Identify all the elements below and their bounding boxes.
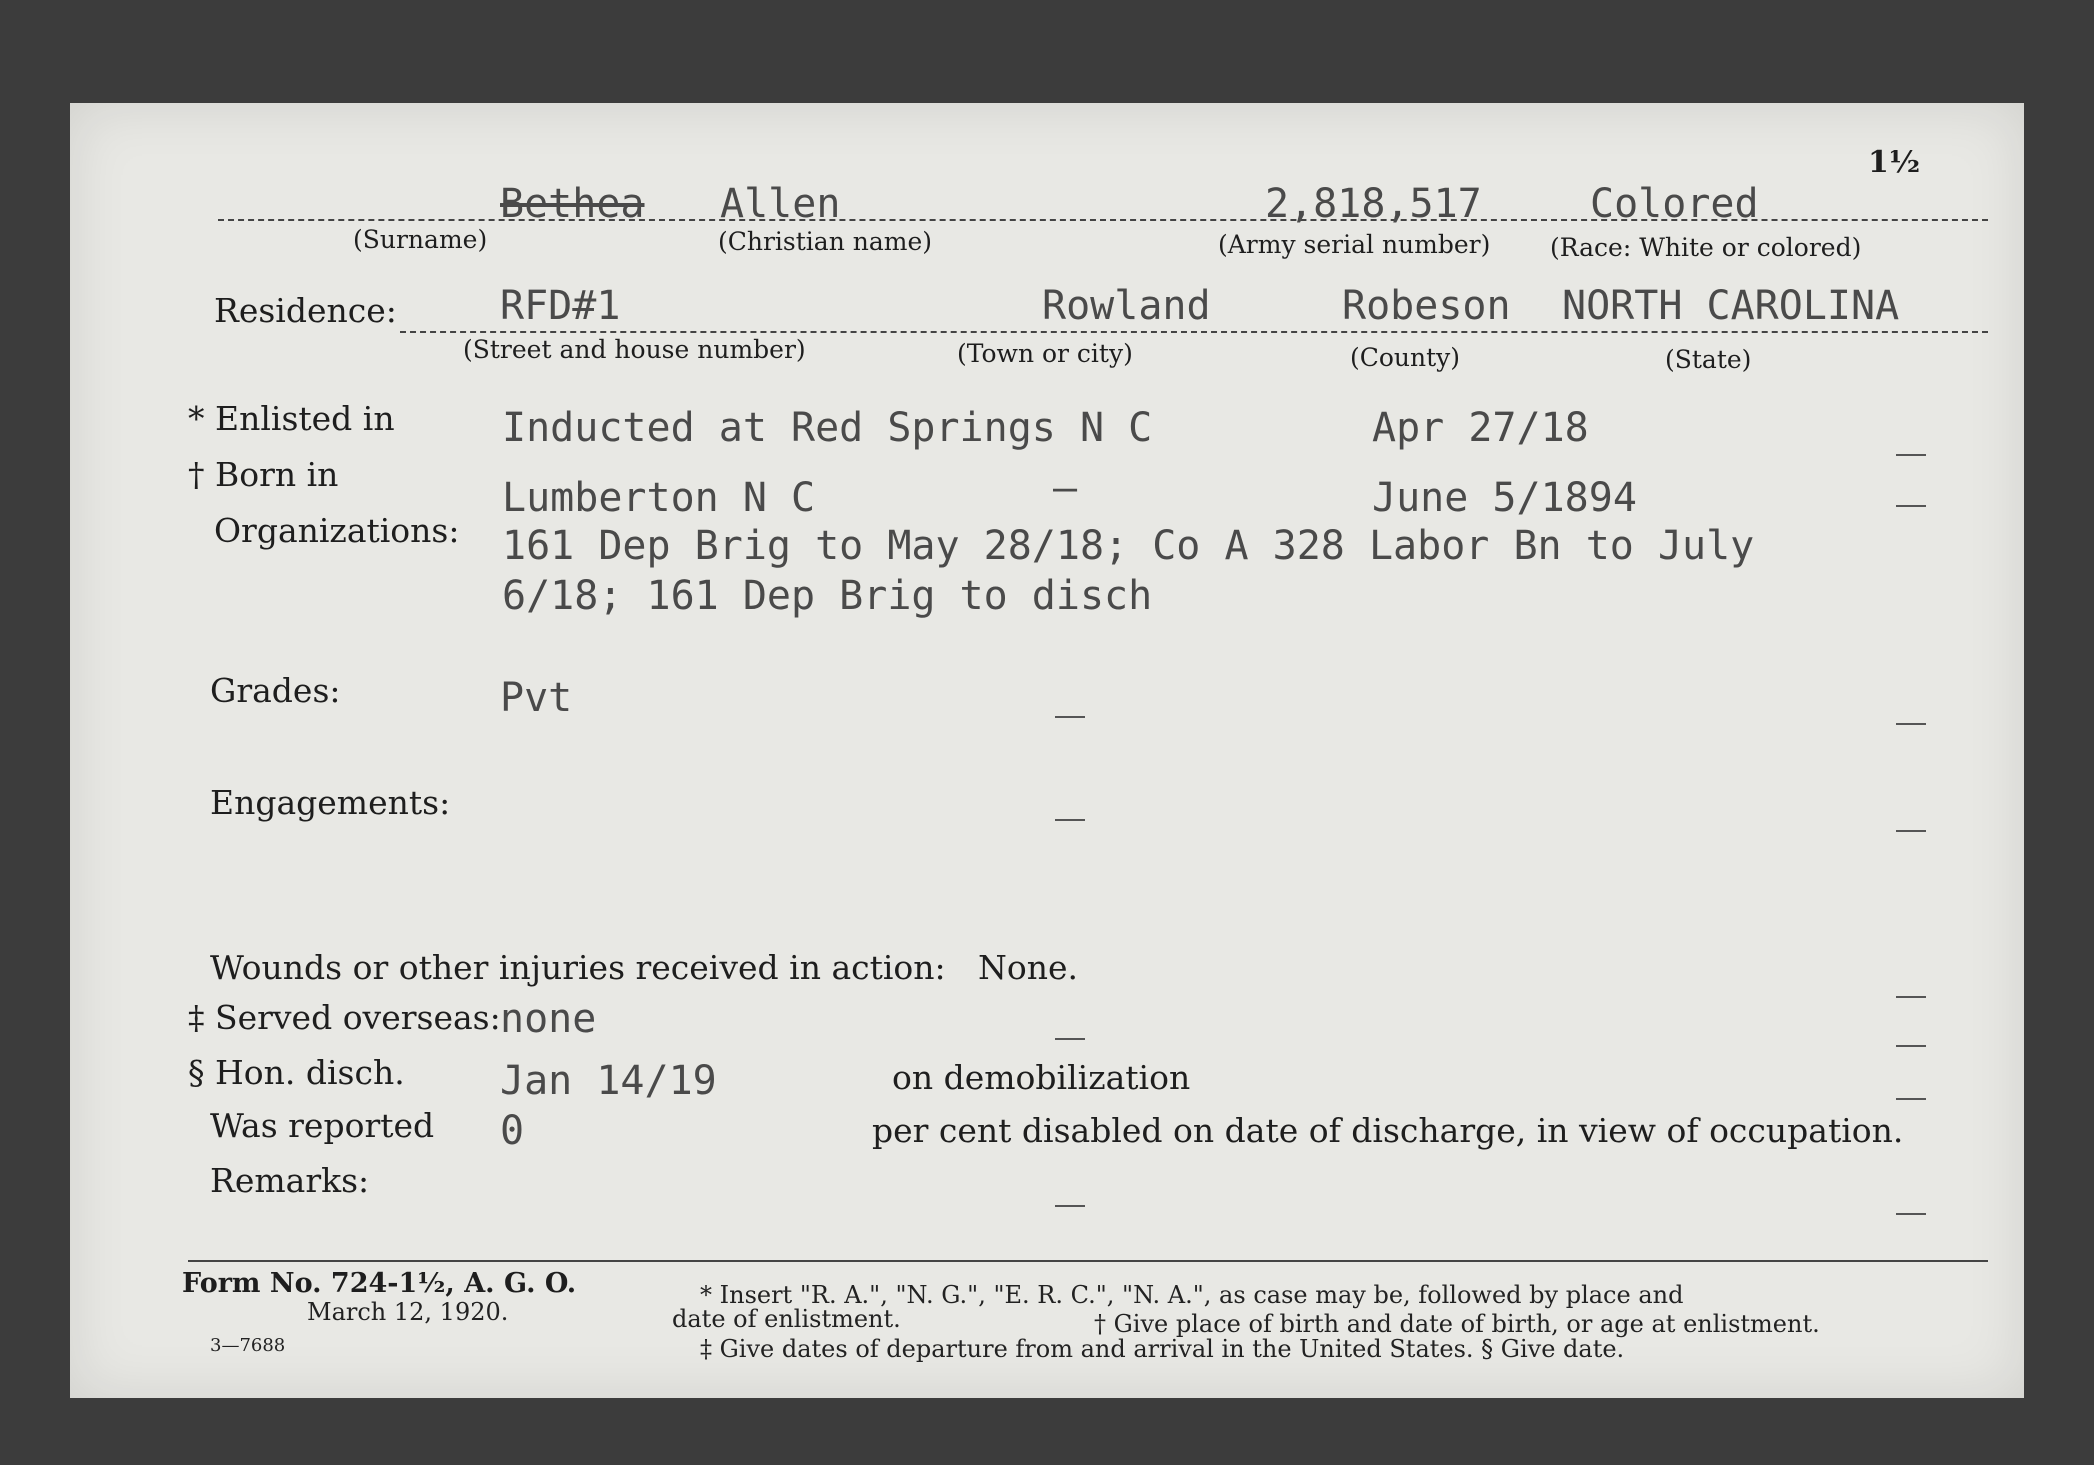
christian-name-value: Allen: [720, 181, 841, 227]
footer-rule: [188, 1260, 1988, 1262]
dash-mark: [1896, 1045, 1926, 1047]
organizations-line-2: 6/18; 161 Dep Brig to disch: [502, 573, 1153, 619]
footnote-born: † Give place of birth and date of birth, or age at enlistment.: [1094, 1310, 1820, 1338]
hon-disch-date: Jan 14/19: [500, 1058, 717, 1104]
remarks-label: Remarks:: [210, 1161, 370, 1200]
dash-mark: [1055, 716, 1085, 718]
was-reported-value: 0: [500, 1108, 525, 1154]
wounds-label: Wounds or other injuries received in action:: [210, 948, 946, 987]
dash-mark: [1055, 1038, 1085, 1040]
street-caption: (Street and house number): [463, 335, 806, 364]
dash-mark: [1055, 1205, 1085, 1207]
street-value: RFD#1: [500, 283, 621, 329]
disability-text: per cent disabled on date of discharge, in view of occupation.: [872, 1111, 1904, 1150]
dash-mark: [1055, 819, 1085, 821]
race-caption: (Race: White or colored): [1550, 233, 1862, 262]
enlisted-value: Inducted at Red Springs N C: [502, 405, 1153, 451]
dash-mark: [1896, 830, 1926, 832]
served-overseas-value: none: [500, 996, 597, 1042]
county-caption: (County): [1350, 343, 1461, 372]
born-label: † Born in: [188, 455, 339, 494]
born-date: June 5/1894: [1372, 475, 1637, 521]
state-caption: (State): [1665, 345, 1752, 374]
engagements-label: Engagements:: [210, 783, 451, 822]
dash-mark: [1896, 1213, 1926, 1215]
hon-disch-label: § Hon. disch.: [188, 1053, 405, 1092]
surname-value: Bethea: [500, 181, 645, 227]
surname-caption: (Surname): [353, 225, 488, 254]
christian-name-caption: (Christian name): [718, 227, 933, 256]
born-value: Lumberton N C: [502, 475, 816, 521]
organizations-label: Organizations:: [214, 511, 460, 550]
dash-mark: [1896, 996, 1926, 998]
footnote-overseas: ‡ Give dates of departure from and arrival in the United States. § Give date.: [700, 1335, 1625, 1363]
state-value: NORTH CAROLINA: [1562, 283, 1900, 329]
county-value: Robeson: [1342, 283, 1511, 329]
footnote-enlisted-a: * Insert "R. A.", "N. G.", "E. R. C.", "N. A.", as case may be, followed by place and: [700, 1281, 1684, 1309]
wounds-value: None.: [978, 948, 1079, 987]
dash-mark: [1896, 723, 1926, 725]
print-code: 3—7688: [210, 1335, 286, 1356]
page-number: 1½: [1868, 145, 1921, 180]
was-reported-label: Was reported: [210, 1106, 435, 1145]
grades-value: Pvt: [500, 675, 573, 721]
residence-label: Residence:: [214, 291, 397, 330]
enlisted-date: Apr 27/18: [1372, 405, 1589, 451]
race-value: Colored: [1590, 181, 1759, 227]
service-record-card: [70, 103, 2024, 1398]
residence-rule: [400, 331, 1988, 333]
serial-number-value: 2,818,517: [1265, 181, 1482, 227]
dash-mark: [1896, 1098, 1926, 1100]
town-value: Rowland: [1042, 283, 1211, 329]
dash-mark: [1896, 454, 1926, 456]
form-date: March 12, 1920.: [307, 1298, 509, 1326]
grades-label: Grades:: [210, 671, 341, 710]
hon-disch-suffix: on demobilization: [892, 1058, 1191, 1097]
form-number: Form No. 724-1½, A. G. O.: [182, 1268, 577, 1299]
town-caption: (Town or city): [957, 339, 1133, 368]
serial-caption: (Army serial number): [1218, 230, 1491, 259]
enlisted-label: * Enlisted in: [188, 399, 395, 438]
born-dash: —: [1053, 465, 1078, 511]
served-overseas-label: ‡ Served overseas:: [188, 998, 501, 1037]
organizations-line-1: 161 Dep Brig to May 28/18; Co A 328 Labor Bn to July: [502, 523, 1755, 569]
dash-mark: [1896, 505, 1926, 507]
footnote-enlisted-b: date of enlistment.: [672, 1305, 901, 1333]
